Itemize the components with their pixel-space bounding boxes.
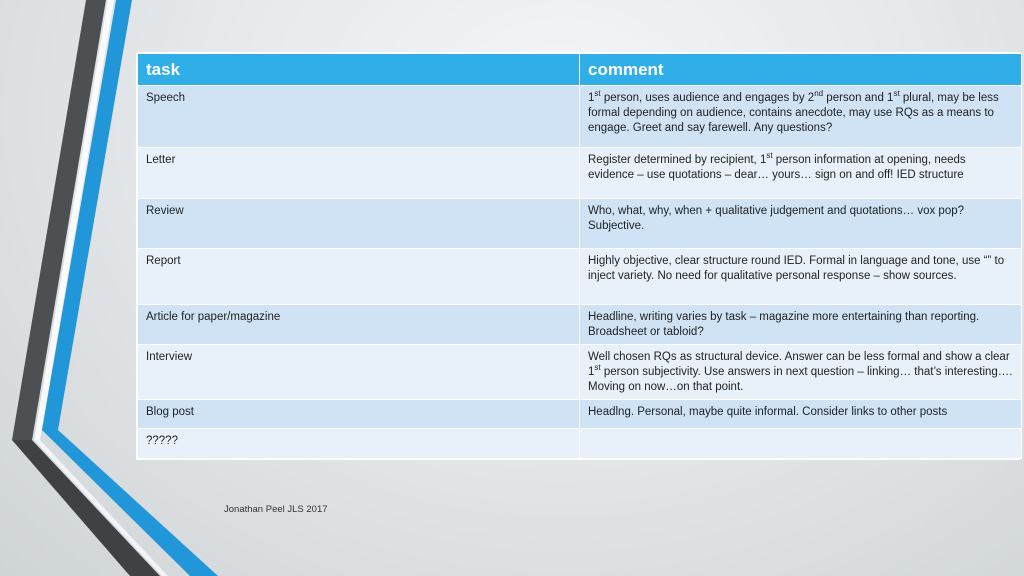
ordinal-suffix: nd xyxy=(814,89,824,99)
comment-text: person, uses audience and engages by 2 xyxy=(600,92,815,104)
table-row xyxy=(138,148,1022,199)
table xyxy=(137,53,1022,459)
comment-text: person information at opening, needs evidence – use quotations – dear… yours… sign on and off! IED structure xyxy=(588,154,966,181)
comment-text: person and 1 xyxy=(823,92,894,104)
comment-cell xyxy=(580,429,1022,459)
comment-cell xyxy=(580,305,1022,345)
table-row xyxy=(138,249,1022,305)
comment-text: Who, what, why, when + qualitative judgement and quotations… vox pop? Subjective. xyxy=(588,205,965,232)
comment-text: person subjectivity. Use answers in next question – linking… that’s interesting…. Moving on now…on that point. xyxy=(588,366,1013,393)
light-stripe-top xyxy=(34,0,114,440)
comment-text: 1 xyxy=(588,92,595,104)
comment-cell xyxy=(580,86,1022,148)
ordinal-suffix: st xyxy=(594,363,601,373)
comment-text: Headlng. Personal, maybe quite informal. Consider links to other posts xyxy=(588,406,948,418)
table-header-row xyxy=(138,54,1022,86)
footer-credit: Jonathan Peel JLS 2017 xyxy=(224,504,328,515)
header-comment: comment xyxy=(580,54,1022,86)
comment-cell xyxy=(580,345,1022,400)
table-row xyxy=(138,199,1022,249)
comment-cell xyxy=(580,400,1022,429)
ordinal-suffix: st xyxy=(594,89,601,99)
task-cell: Report xyxy=(138,249,580,305)
comment-cell xyxy=(580,199,1022,249)
light-stripe-bottom xyxy=(34,440,168,576)
comment-cell xyxy=(580,249,1022,305)
task-cell: Letter xyxy=(138,148,580,199)
ordinal-suffix: st xyxy=(766,151,773,161)
task-cell: Blog post xyxy=(138,400,580,429)
task-cell: Speech xyxy=(138,86,580,148)
comment-text: Register determined by recipient, 1 xyxy=(588,154,767,166)
table-row xyxy=(138,86,1022,148)
task-comment-table xyxy=(136,52,1020,460)
comment-text: Headline, writing varies by task – magazine more entertaining than reporting. Broadsheet or tabloid? xyxy=(588,311,980,338)
table-row xyxy=(138,345,1022,400)
task-cell: ????? xyxy=(138,429,580,459)
comment-text: plural, may be less formal depending on audience, contains anecdote, may use RQs as a means to engage. Greet and say farewell. Any questions? xyxy=(588,92,999,134)
task-cell: Interview xyxy=(138,345,580,400)
task-cell: Article for paper/magazine xyxy=(138,305,580,345)
comment-text: Well chosen RQs as structural device. Answer can be less formal and show a clear 1 xyxy=(588,351,1010,378)
table-row xyxy=(138,429,1022,459)
comment-cell xyxy=(580,148,1022,199)
table-row xyxy=(138,305,1022,345)
table-row xyxy=(138,400,1022,429)
header-task: task xyxy=(138,54,580,86)
ordinal-suffix: st xyxy=(893,89,900,99)
task-cell: Review xyxy=(138,199,580,249)
comment-text: Highly objective, clear structure round IED. Formal in language and tone, use “” to inject variety. No need for qualitative personal response – show sources. xyxy=(588,255,1005,282)
